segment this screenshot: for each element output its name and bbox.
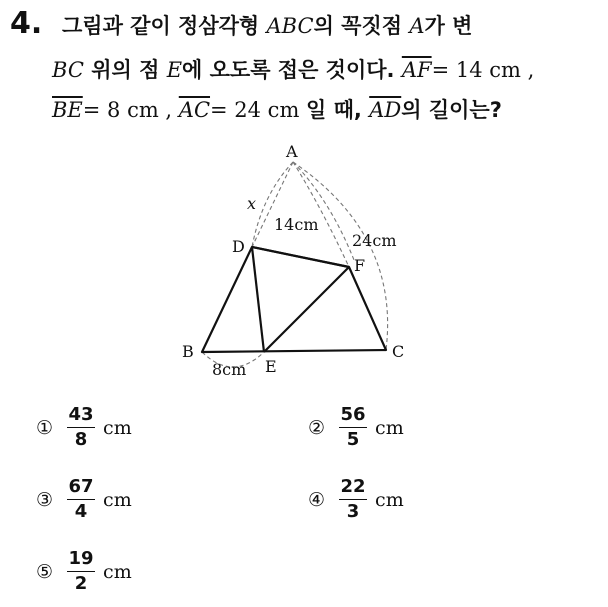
text-segment: $\overline{AD}$ [369, 98, 402, 122]
fraction-denominator: 3 [346, 501, 360, 522]
text-segment: 의 길이는? [401, 98, 502, 122]
option-mark: ① [36, 416, 54, 439]
answer-option-5[interactable] [36, 548, 132, 595]
option-mark: ③ [36, 488, 54, 511]
option-fraction [67, 548, 95, 595]
fraction-numerator: 56 [340, 404, 366, 425]
text-segment: 가 변 [424, 14, 473, 38]
answer-option-4[interactable] [308, 476, 404, 523]
question-number: 4. [10, 6, 43, 41]
label-d: D [232, 237, 245, 256]
fraction-numerator: 67 [68, 476, 94, 497]
text-segment: 의 꼭짓점 [313, 14, 410, 38]
segment-de [252, 247, 264, 352]
text-segment: $\overline{AF}$ [401, 58, 432, 82]
label-ac-length: 24cm [352, 231, 397, 250]
option-mark: ② [308, 416, 326, 439]
text-segment: = 8 cm , [82, 98, 179, 122]
fraction-denominator: 2 [74, 573, 88, 594]
option-fraction [339, 404, 367, 451]
text-segment: = 14 cm , [431, 58, 535, 82]
option-mark: ⑤ [36, 560, 54, 583]
text-segment: 일 때, [306, 98, 370, 122]
answer-option-3[interactable] [36, 476, 132, 523]
fraction-denominator: 8 [74, 429, 88, 450]
label-af-length: 14cm [274, 215, 319, 234]
fraction-bar [67, 571, 95, 572]
text-segment: 위의 점 [83, 58, 167, 82]
label-x: x [247, 194, 257, 213]
fraction-denominator: 4 [74, 501, 88, 522]
label-b: B [182, 342, 194, 361]
text-segment: 그림과 같이 정삼각형 [62, 14, 267, 38]
fraction-bar [67, 427, 95, 428]
fraction-denominator: 5 [346, 429, 360, 450]
label-a: A [286, 142, 298, 161]
text-segment: E [166, 58, 183, 82]
option-unit: cm [375, 488, 404, 511]
text-segment: 에 오도록 접은 것이다. [182, 58, 402, 82]
fold-line-df [252, 247, 349, 267]
text-segment: BC [52, 58, 84, 82]
option-fraction [67, 404, 95, 451]
option-unit: cm [103, 560, 132, 583]
answer-option-2[interactable] [308, 404, 404, 451]
option-fraction [67, 476, 95, 523]
fraction-numerator: 43 [68, 404, 94, 425]
fraction-numerator: 19 [68, 548, 94, 569]
option-fraction [339, 476, 367, 523]
fraction-bar [339, 499, 367, 500]
label-f: F [354, 256, 366, 275]
option-unit: cm [103, 488, 132, 511]
text-segment: = 24 cm [210, 98, 307, 122]
text-segment: $\overline{AC}$ [178, 98, 211, 122]
fraction-bar [339, 427, 367, 428]
text-segment: A [409, 14, 425, 38]
text-segment: ABC [266, 14, 314, 38]
fraction-bar [67, 499, 95, 500]
option-unit: cm [103, 416, 132, 439]
fraction-numerator: 22 [340, 476, 366, 497]
option-unit: cm [375, 416, 404, 439]
label-be-length: 8cm [212, 360, 247, 379]
label-e: E [265, 357, 277, 376]
segment-ef [264, 267, 349, 352]
answer-option-1[interactable] [36, 404, 132, 451]
dashed-edge-ad [252, 162, 293, 247]
text-segment: $\overline{BE}$ [52, 98, 83, 122]
option-mark: ④ [308, 488, 326, 511]
label-c: C [392, 342, 405, 361]
